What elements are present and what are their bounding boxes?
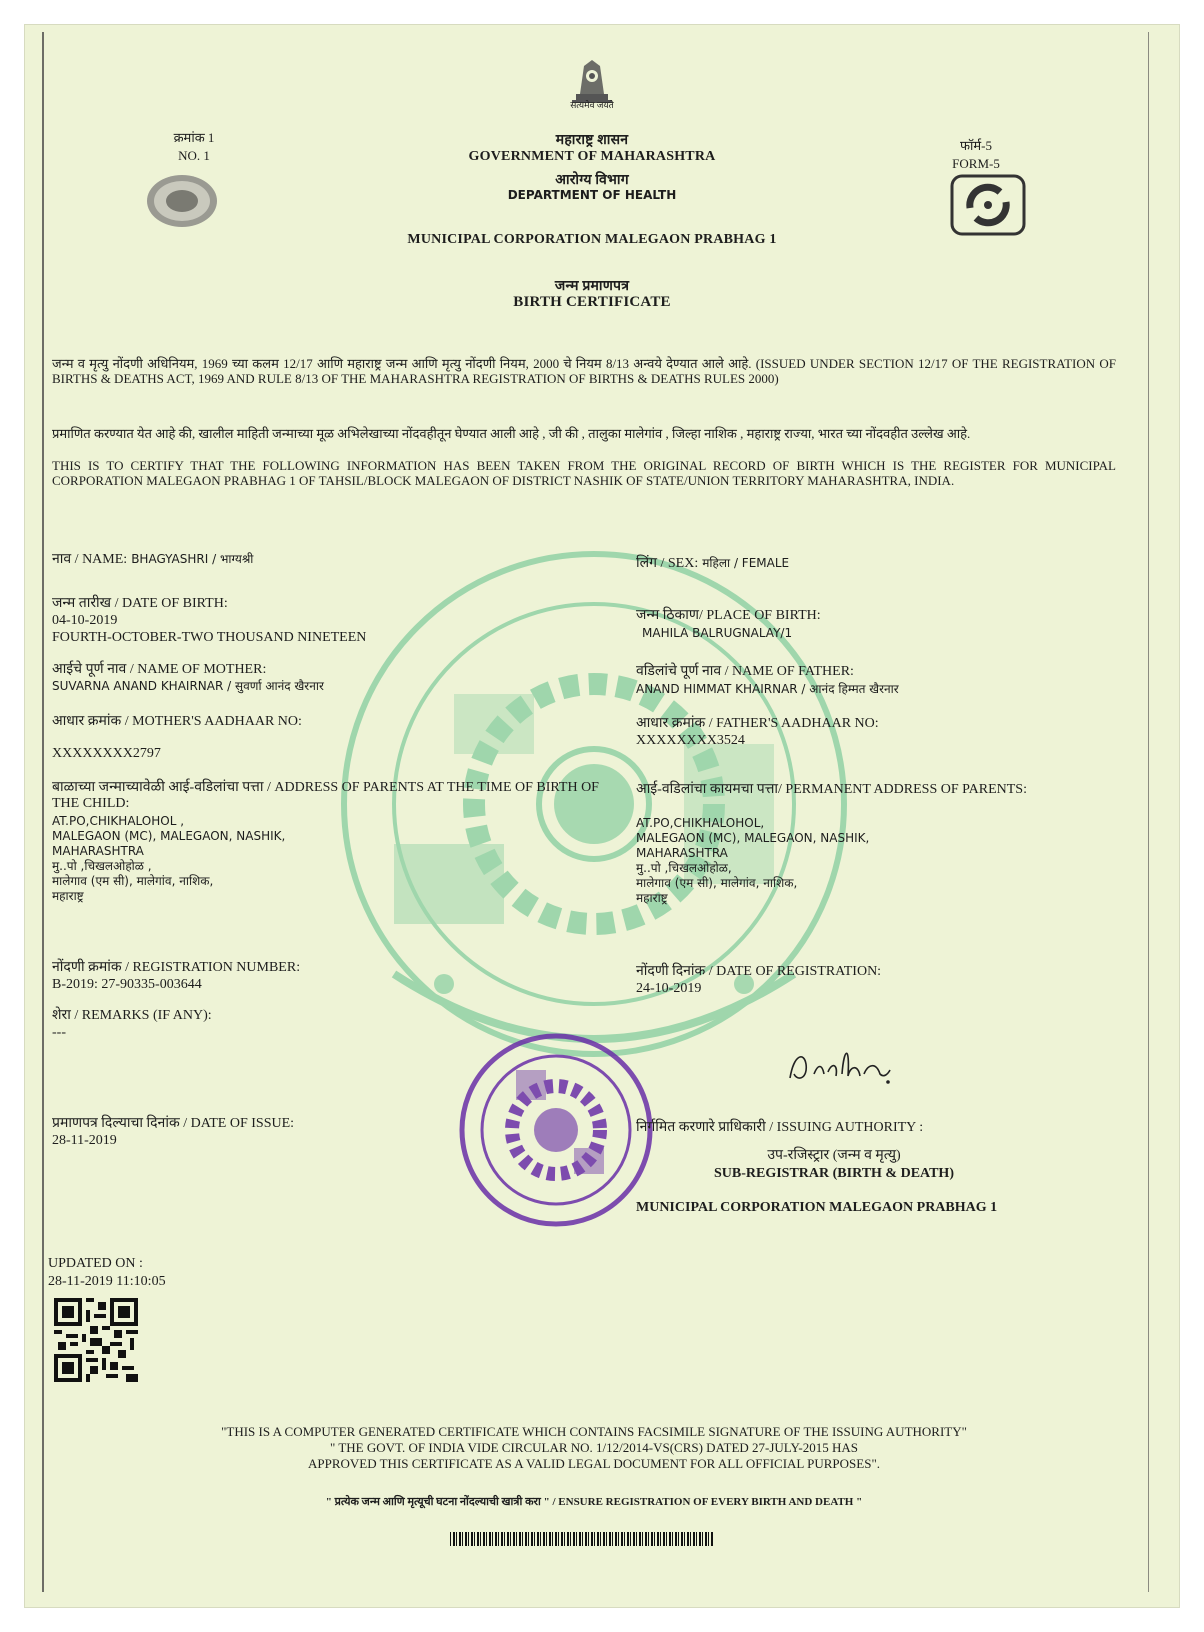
- regno-label: नोंदणी क्रमांक / REGISTRATION NUMBER:: [52, 960, 301, 975]
- certify-mr-text: प्रमाणित करण्यात येत आहे की, खालील माहिती जन्माच्या मूळ अभिलेखाच्या नोंदवहीतून घेण्यात आली आहे , जी की , तालुका मालेगांव , जिल्हा नाशिक , महाराष्ट्र राज्या, भारत च्या नोंदवहीत उल्लेख आहे.: [52, 426, 971, 441]
- authority-label: निर्गमित करणारे प्राधिकारी / ISSUING AUTHORITY :: [636, 1120, 924, 1135]
- sex-field: [636, 554, 1116, 572]
- gov-mr: महाराष्ट्र शासन: [555, 133, 629, 148]
- authority-title-mr: उप-रजिस्ट्रार (जन्म व मृत्यु): [767, 1148, 901, 1163]
- certificate-title: BIRTH CERTIFICATE: [513, 294, 671, 310]
- certificate-sheet: [24, 24, 1180, 1608]
- regno-value: B-2019: 27-90335-003644: [52, 977, 202, 992]
- remarks-value: ---: [52, 1025, 66, 1040]
- dept-en: DEPARTMENT OF HEALTH: [507, 188, 677, 202]
- address-perm-label: आई-वडिलांचा कायमचा पत्ता/ PERMANENT ADDRESS OF PARENTS:: [636, 782, 1027, 797]
- regdate-value: 24-10-2019: [636, 981, 702, 996]
- address-perm-value: AT.PO,CHIKHALOHOL, MALEGAON (MC), MALEGAON, NASHIK, MAHARASHTRA मु..पो ,चिखलओहोळ, मालेगाव (एम सी), मालेगांव, नाशिक, महाराष्ट्र: [636, 816, 870, 905]
- serial-en: NO. 1: [178, 148, 210, 163]
- footer-line3: APPROVED THIS CERTIFICATE AS A VALID LEGAL DOCUMENT FOR ALL OFFICIAL PURPOSES".: [307, 1456, 881, 1471]
- dob-value: 04-10-2019: [52, 613, 118, 628]
- pob-label: जन्म ठिकाण/ PLACE OF BIRTH:: [636, 608, 821, 623]
- dob-words: FOURTH-OCTOBER-TWO THOUSAND NINETEEN: [52, 630, 367, 645]
- issue-value: 28-11-2019: [52, 1133, 117, 1148]
- state-seal-icon: [144, 172, 220, 230]
- name-label: नाव / NAME:: [52, 552, 128, 567]
- authority-title-en: SUB-REGISTRAR (BIRTH & DEATH): [713, 1166, 954, 1181]
- issue-label: प्रमाणपत्र दिल्याचा दिनांक / DATE OF ISSUE:: [52, 1116, 295, 1131]
- address-birth-value: AT.PO,CHIKHALOHOL , MALEGAON (MC), MALEGAON, NASHIK, MAHARASHTRA मु..पो ,चिखलओहोळ , मालेगाव (एम सी), मालेगांव, नाशिक, महाराष्ट्र: [52, 814, 286, 903]
- authority-office: MUNICIPAL CORPORATION MALEGAON PRABHAG 1: [636, 1200, 998, 1215]
- signature: [784, 1034, 894, 1094]
- issued-under-text: जन्म व मृत्यु नोंदणी अधिनियम, 1969 च्या कलम 12/17 आणि महाराष्ट्र जन्म आणि मृत्यु नोंदणी नियम, 2000 चे नियम 8/13 अन्वये देण्यात आले आहे. (ISSUED UNDER SECTION 12/17 OF THE REGISTRATION OF BIRTHS & DEATHS ACT, 1969 AND RULE 8/13 OF THE MAHARASHTRA REGISTRATION OF BIRTHS & DEATHS RULES 2000): [52, 356, 1116, 386]
- title-mr: जन्म प्रमाणपत्र: [554, 279, 630, 294]
- footer-slogan: " प्रत्येक जन्म आणि मृत्यूची घटना नोंदल्याची खात्री करा " / ENSURE REGISTRATION OF EVERY BIRTH AND DEATH ": [325, 1496, 863, 1508]
- official-stamp: [456, 1030, 656, 1230]
- father-value: ANAND HIMMAT KHAIRNAR / आनंद हिम्मत खैरनार: [636, 682, 899, 696]
- sex-label: लिंग / SEX:: [636, 556, 699, 571]
- mother-aadhaar-value: XXXXXXXX2797: [52, 746, 161, 761]
- form-mr: फॉर्म-5: [960, 138, 992, 153]
- updated-value: 28-11-2019 11:10:05: [48, 1274, 166, 1289]
- regdate-label: नोंदणी दिनांक / DATE OF REGISTRATION:: [636, 964, 882, 979]
- gov-en: GOVERNMENT OF MAHARASHTRA: [468, 149, 716, 164]
- name-field: [52, 550, 572, 568]
- certify-en-text: THIS IS TO CERTIFY THAT THE FOLLOWING INFORMATION HAS BEEN TAKEN FROM THE ORIGINAL RECORD OF BIRTH WHICH IS THE REGISTER FOR MUNICIPAL CORPORATION MALEGAON PRABHAG 1 OF TAHSIL/BLOCK MALEGAON OF DISTRICT NASHIK OF STATE/UNION TERRITORY MAHARASHTRA, INDIA.: [52, 458, 1116, 488]
- pob-value: MAHILA BALRUGNALAY/1: [642, 626, 793, 640]
- emblem-motto: सत्यमेव जयते: [570, 100, 614, 110]
- sex-value: महिला / FEMALE: [702, 556, 790, 570]
- corporation-heading: MUNICIPAL CORPORATION MALEGAON PRABHAG 1: [407, 232, 777, 247]
- serial-mr: क्रमांक 1: [173, 130, 215, 145]
- father-aadhaar-value: XXXXXXXX3524: [636, 733, 745, 748]
- father-label: वडिलांचे पूर्ण नाव / NAME OF FATHER:: [636, 664, 854, 679]
- mother-label: आईचे पूर्ण नाव / NAME OF MOTHER:: [52, 662, 267, 677]
- address-birth-label: बाळाच्या जन्माच्यावेळी आई-वडिलांचा पत्ता / ADDRESS OF PARENTS AT THE TIME OF BIRTH OF THE CHILD:: [52, 780, 599, 811]
- barcode: [450, 1532, 714, 1546]
- form-en: FORM-5: [952, 156, 1000, 171]
- dept-mr: आरोग्य विभाग: [555, 173, 629, 188]
- footer-line1: "THIS IS A COMPUTER GENERATED CERTIFICATE WHICH CONTAINS FACSIMILE SIGNATURE OF THE ISSUING AUTHORITY": [221, 1424, 967, 1439]
- mother-aadhaar-label: आधार क्रमांक / MOTHER'S AADHAAR NO:: [52, 714, 302, 729]
- updated-label: UPDATED ON :: [48, 1256, 143, 1271]
- dob-label: जन्म तारीख / DATE OF BIRTH:: [52, 596, 228, 611]
- footer-line2: " THE GOVT. OF INDIA VIDE CIRCULAR NO. 1/12/2014-VS(CRS) DATED 27-JULY-2015 HAS: [330, 1440, 858, 1455]
- father-aadhaar-label: आधार क्रमांक / FATHER'S AADHAAR NO:: [636, 716, 879, 731]
- crs-logo-icon: [950, 174, 1026, 236]
- name-value: BHAGYASHRI / भाग्यश्री: [131, 552, 254, 566]
- mother-value: SUVARNA ANAND KHAIRNAR / सुवर्णा आनंद खैरनार: [52, 679, 324, 693]
- remarks-label: शेरा / REMARKS (IF ANY):: [52, 1008, 212, 1023]
- qr-code: [54, 1298, 138, 1382]
